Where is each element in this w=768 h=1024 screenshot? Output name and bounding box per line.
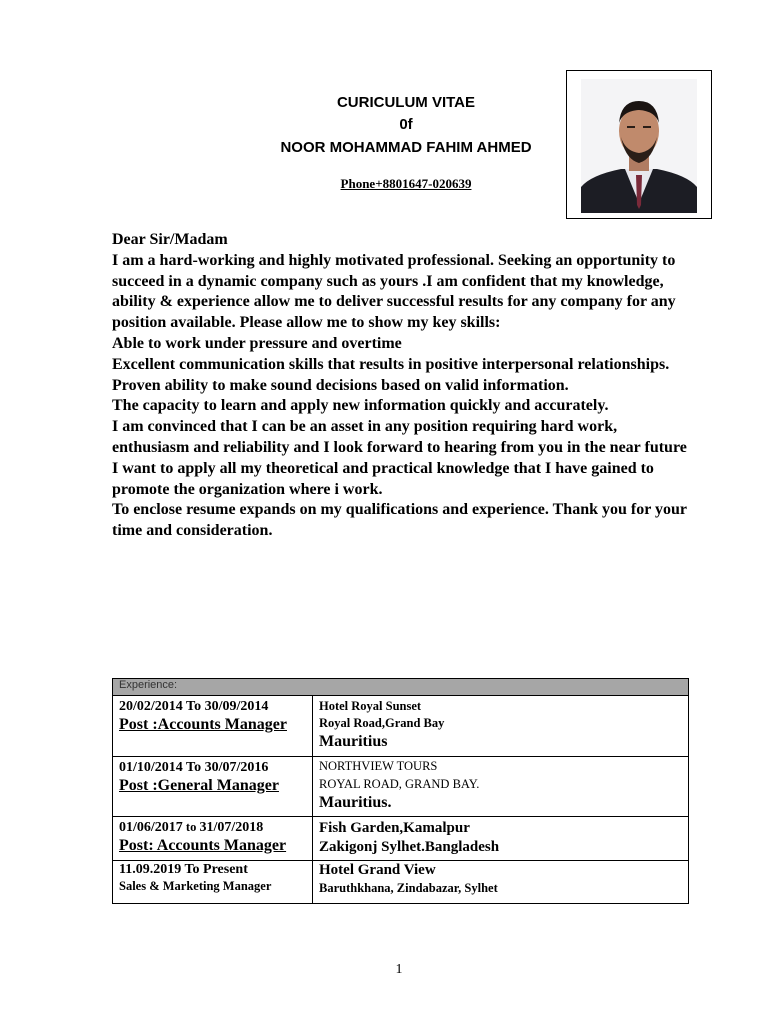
- experience-org-cell: [313, 817, 689, 861]
- experience-country: Mauritius.: [319, 794, 392, 811]
- experience-role-cell: [113, 696, 313, 757]
- experience-post: Post: Accounts Manager: [119, 837, 287, 854]
- page-number: 1: [395, 962, 403, 977]
- experience-org: Hotel Royal Sunset: [319, 699, 422, 713]
- cv-of: 0f: [399, 116, 413, 133]
- experience-dates: 20/02/2014 To 30/09/2014: [119, 699, 269, 714]
- experience-address: ROYAL ROAD, GRAND BAY.: [319, 777, 480, 791]
- experience-role-cell: [113, 757, 313, 817]
- experience-post: Sales & Marketing Manager: [119, 879, 272, 893]
- date-start: 01/06/2017: [119, 820, 183, 835]
- profile-photo: [581, 79, 697, 213]
- experience-country: Mauritius: [319, 733, 388, 750]
- cv-title: CURICULUM VITAE: [336, 94, 476, 111]
- experience-org-cell: [313, 757, 689, 817]
- experience-post: Post :Accounts Manager: [119, 716, 287, 733]
- letter-paragraph: I am a hard-working and highly motivated professional. Seeking an opportunity to succeed in a dynamic company such as yours .I am confident that my knowledge, ability & experience allow me to deliver successful results for any company for any position available. Please allow me to show my key skills:: [112, 251, 676, 332]
- letter-paragraph: I want to apply all my theoretical and practical knowledge that I have gained to promote the organization where i work.: [112, 459, 654, 498]
- experience-dates: 11.09.2019 To Present: [119, 862, 248, 877]
- experience-table: [112, 678, 689, 904]
- table-row: [113, 817, 689, 861]
- date-separator: to: [182, 820, 200, 834]
- experience-post: Post :General Manager: [119, 777, 279, 794]
- salutation: Dear Sir/Madam: [112, 231, 228, 248]
- candidate-name: NOOR MOHAMMAD FAHIM AHMED: [280, 139, 532, 156]
- table-row: [113, 757, 689, 817]
- letter-paragraph: Excellent communication skills that results in positive interpersonal relationships.: [112, 355, 670, 373]
- experience-heading: Experience:: [113, 679, 689, 696]
- letter-paragraph: The capacity to learn and apply new information quickly and accurately.: [112, 397, 609, 415]
- experience-address: Baruthkhana, Zindabazar, Sylhet: [319, 881, 498, 895]
- experience-org-cell: [313, 861, 689, 904]
- letter-paragraph: Able to work under pressure and overtime: [112, 334, 402, 352]
- experience-address: Royal Road,Grand Bay: [319, 716, 445, 730]
- letter-paragraph: To enclose resume expands on my qualifications and experience. Thank you for your time and consideration.: [112, 501, 687, 540]
- letter-paragraph: Proven ability to make sound decisions based on valid information.: [112, 376, 569, 394]
- date-end: 31/07/2018: [199, 820, 264, 835]
- cover-letter: [112, 230, 687, 542]
- experience-role-cell: [113, 817, 313, 861]
- experience-dates: 01/10/2014 To 30/07/2016: [119, 760, 269, 775]
- experience-org: Hotel Grand View: [319, 862, 436, 878]
- table-row: [113, 696, 689, 757]
- experience-role-cell: [113, 861, 313, 904]
- experience-header-row: [113, 679, 689, 696]
- experience-org-cell: [313, 696, 689, 757]
- experience-org: NORTHVIEW TOURS: [319, 759, 438, 773]
- experience-address: Zakigonj Sylhet.Bangladesh: [319, 839, 500, 855]
- letter-paragraph: I am convinced that I can be an asset in any position requiring hard work, enthusiasm and reliability and I look forward to hearing from you in the near future: [112, 418, 687, 456]
- photo-frame: [566, 70, 712, 219]
- phone-number: Phone+8801647-020639: [340, 176, 472, 191]
- experience-org: Fish Garden,Kamalpur: [319, 820, 470, 836]
- experience-dates: [119, 819, 306, 836]
- table-row: [113, 861, 689, 904]
